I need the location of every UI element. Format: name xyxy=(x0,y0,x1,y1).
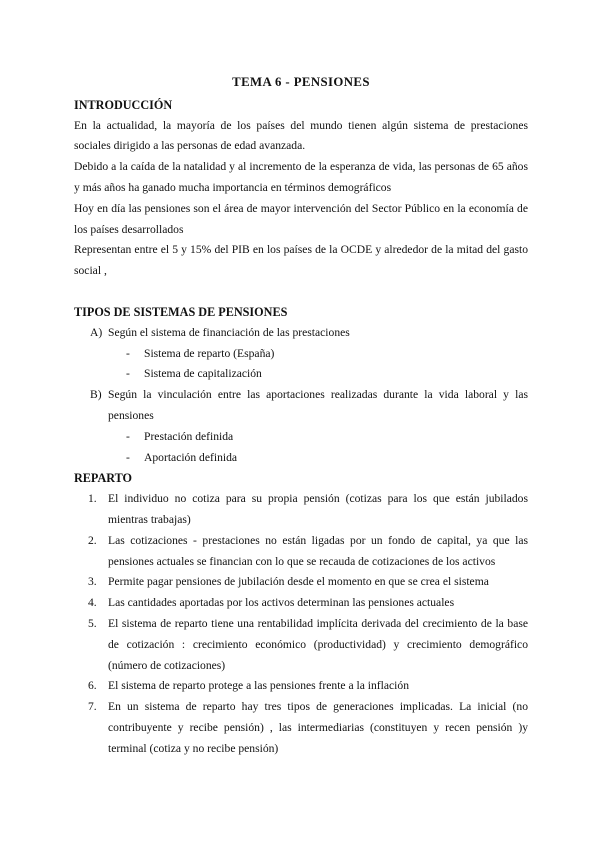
sub-list-item xyxy=(126,344,528,365)
list-item xyxy=(88,531,528,573)
list-item-text: Permite pagar pensiones de jubilación desde el momento en que se crea el sistema xyxy=(108,575,489,589)
page-title: TEMA 6 - PENSIONES xyxy=(232,75,370,89)
document-page xyxy=(74,72,528,760)
list-item-text: Las cotizaciones - prestaciones no están ligadas por un fondo de capital, ya que las pensiones actuales se financian con lo que se recauda de cotizaciones de los activos xyxy=(108,533,528,568)
list-marker: 3. xyxy=(88,575,97,589)
sub-list-item-text: Sistema de reparto (España) xyxy=(144,346,275,360)
list-item-text: En un sistema de reparto hay tres tipos de generaciones implicadas. La inicial (no contribuyente y recibe pensión) , las intermediarias (constituyen y recen pensión )y terminal (cotiza y no recibe pensión) xyxy=(108,700,528,755)
list-item-text: El sistema de reparto tiene una rentabilidad implícita derivada del crecimiento de la base de cotización : crecimiento económico (productividad) y crecimiento demográfico (número de cotizaciones) xyxy=(108,616,528,672)
list-marker: 1. xyxy=(88,492,97,506)
reparto-heading: REPARTO xyxy=(74,471,133,486)
list-marker: 2. xyxy=(88,533,97,547)
list-item xyxy=(88,593,528,614)
intro-paragraph: Representan entre el 5 y 15% del PIB en los países de la OCDE y alrededor de la mitad del gasto social , xyxy=(74,243,528,278)
list-item xyxy=(88,676,528,697)
list-item xyxy=(88,697,528,759)
intro-paragraph: Debido a la caída de la natalidad y al incremento de la esperanza de vida, las personas de 65 años y más años ha ganado mucha importancia en términos demográficos xyxy=(74,160,528,194)
list-item-text: El sistema de reparto protege a las pensiones frente a la inflación xyxy=(108,679,409,693)
dash-marker: - xyxy=(126,429,130,443)
dash-marker: - xyxy=(126,450,130,464)
sub-list-item xyxy=(126,448,528,469)
dash-marker: - xyxy=(126,346,130,360)
sub-list-item xyxy=(126,427,528,448)
list-item xyxy=(88,572,528,593)
list-item xyxy=(90,323,528,344)
list-marker: 6. xyxy=(88,679,97,693)
list-item xyxy=(88,489,528,531)
sub-list-item xyxy=(126,364,528,385)
list-marker: 5. xyxy=(88,616,97,630)
intro-heading: INTRODUCCIÓN xyxy=(74,97,173,112)
list-item xyxy=(90,385,528,427)
list-marker: A) xyxy=(90,325,103,339)
sub-list-item-text: Aportación definida xyxy=(144,450,238,464)
list-item xyxy=(88,614,528,676)
sub-list-item-text: Prestación definida xyxy=(144,429,234,443)
list-marker: 7. xyxy=(88,700,97,714)
list-item-text: Las cantidades aportadas por los activos determinan las pensiones actuales xyxy=(108,596,455,610)
dash-marker: - xyxy=(126,367,130,381)
intro-paragraph: Hoy en día las pensiones son el área de mayor intervención del Sector Público en la economía de los países desarrollados xyxy=(74,201,528,236)
list-marker: 4. xyxy=(88,596,97,610)
list-item-text: Según el sistema de financiación de las prestaciones xyxy=(108,325,350,339)
list-marker: B) xyxy=(90,388,102,402)
list-item-text: Según la vinculación entre las aportaciones realizadas durante la vida laboral y las pensiones xyxy=(108,388,528,422)
intro-paragraph: En la actualidad, la mayoría de los países del mundo tienen algún sistema de prestaciones sociales dirigido a las personas de edad avanzada. xyxy=(74,118,528,153)
list-item-text: El individuo no cotiza para su propia pensión (cotizas para los que están jubilados mientras trabajas) xyxy=(108,492,528,526)
tipos-heading: TIPOS DE SISTEMAS DE PENSIONES xyxy=(74,304,288,319)
sub-list-item-text: Sistema de capitalización xyxy=(144,367,262,381)
section-spacer xyxy=(74,282,528,302)
